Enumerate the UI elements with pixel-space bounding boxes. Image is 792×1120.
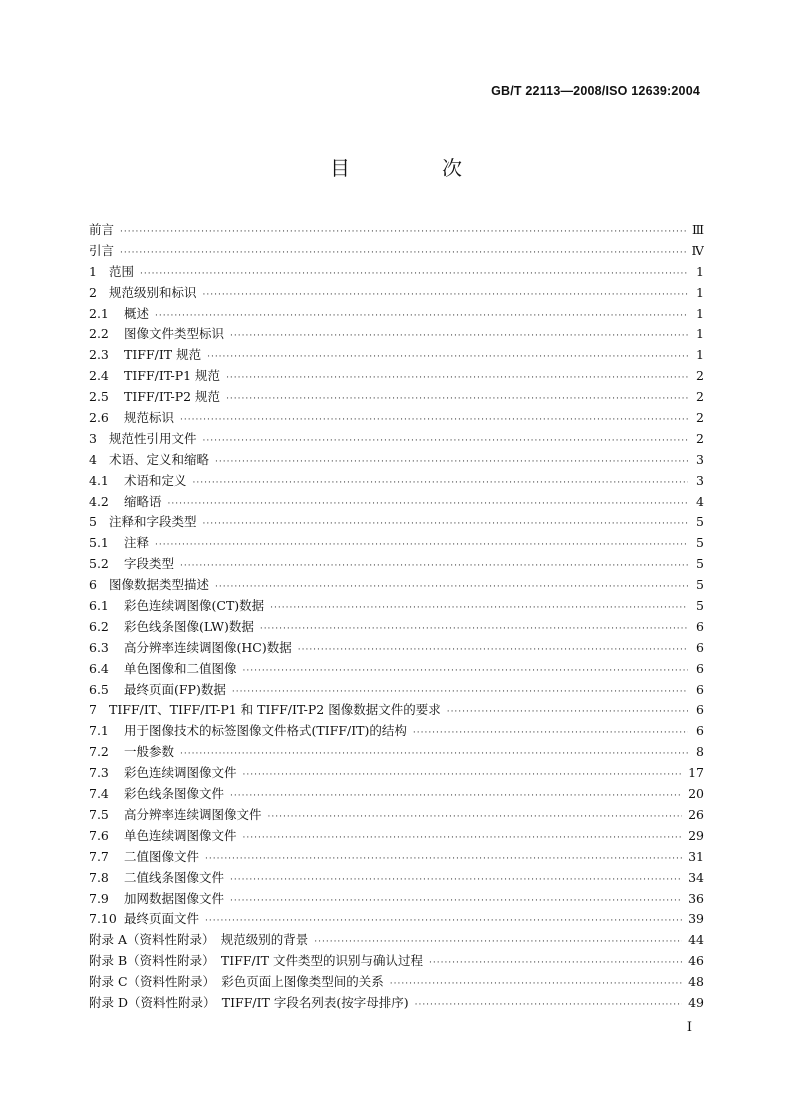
toc-entry-number: 7 [89, 702, 97, 718]
toc-entry-label: 二值图像文件 [124, 848, 200, 864]
page-title: 目 次 [330, 156, 498, 180]
toc-entry-page: 2 [696, 410, 704, 426]
toc-entry-number: 2.4 [89, 368, 109, 384]
toc-leader-dots [413, 723, 688, 742]
toc-leader-dots [260, 619, 688, 638]
toc-entry-number: 7.1 [89, 723, 109, 739]
toc-entry-label: 彩色线条图像文件 [124, 786, 225, 802]
toc-entry-label: 规范标识 [124, 410, 175, 426]
toc-entry[interactable] [89, 742, 704, 763]
toc-entry-label: TIFF/IT-P2 规范 [124, 389, 221, 405]
toc-entry-page: 44 [688, 932, 704, 948]
toc-entry[interactable] [89, 241, 704, 262]
toc-leader-dots [447, 702, 688, 721]
toc-leader-dots [140, 264, 688, 283]
toc-entry-label: 彩色连续调图像文件 [124, 765, 237, 781]
toc-entry-label: TIFF/IT 规范 [124, 347, 202, 363]
toc-entry-page: 46 [688, 953, 704, 969]
toc-entry-number: 2.2 [89, 326, 109, 342]
toc-entry-label: 规范性引用文件 [109, 430, 197, 446]
toc-entry-page: 1 [696, 347, 704, 363]
toc-entry-page: 5 [696, 535, 704, 551]
table-of-contents [89, 220, 704, 1014]
toc-entry-label: 高分辨率连续调图像文件 [124, 806, 262, 822]
toc-entry-page: 31 [688, 848, 704, 864]
toc-entry-label: 附录 A（资料性附录） 规范级别的背景 [89, 932, 309, 948]
toc-entry-label: 单色图像和二值图像 [124, 660, 237, 676]
toc-entry[interactable] [89, 596, 704, 617]
toc-entry-number: 2.5 [89, 389, 109, 405]
toc-entry-label: 范围 [109, 263, 135, 279]
toc-entry[interactable] [89, 450, 704, 471]
toc-entry-label: 图像文件类型标识 [124, 326, 225, 342]
toc-entry-label: 缩略语 [124, 493, 162, 509]
toc-entry-page: 2 [696, 430, 704, 446]
toc-entry-label: 加网数据图像文件 [124, 890, 225, 906]
toc-entry-number: 6 [89, 577, 97, 593]
toc-entry-number: 2.3 [89, 347, 109, 363]
toc-entry-page: 5 [696, 514, 704, 530]
toc-entry-label: 前言 [89, 222, 115, 237]
toc-leader-dots [230, 870, 682, 889]
toc-entry-page: 1 [696, 326, 704, 342]
toc-entry-number: 5.2 [89, 556, 109, 572]
toc-entry[interactable] [89, 700, 704, 721]
toc-leader-dots [298, 640, 688, 659]
toc-leader-dots [205, 849, 682, 868]
toc-entry-number: 7.7 [89, 848, 109, 864]
toc-entry-number: 6.1 [89, 598, 109, 614]
toc-leader-dots [230, 326, 688, 345]
toc-leader-dots [390, 974, 682, 993]
toc-entry-number: 7.4 [89, 786, 109, 802]
page-number: I [686, 1020, 692, 1035]
toc-entry-page: 26 [688, 806, 704, 822]
toc-entry[interactable] [89, 262, 704, 283]
toc-leader-dots [203, 285, 688, 304]
toc-entry-label: 注释和字段类型 [109, 514, 197, 530]
toc-leader-dots [243, 828, 683, 847]
toc-entry[interactable] [89, 471, 704, 492]
toc-entry-number: 4.2 [89, 493, 109, 509]
toc-entry-label: 术语、定义和缩略 [109, 451, 210, 467]
toc-leader-dots [155, 306, 688, 325]
toc-entry[interactable] [89, 512, 704, 533]
toc-leader-dots [268, 807, 683, 826]
toc-leader-dots [230, 891, 682, 910]
toc-entry-number: 6.3 [89, 639, 109, 655]
toc-entry-label: 附录 B（资料性附录） TIFF/IT 文件类型的识别与确认过程 [89, 953, 423, 969]
toc-leader-dots [270, 598, 688, 617]
toc-entry-label: 附录 D（资料性附录） TIFF/IT 字段名列表(按字母排序) [89, 994, 409, 1010]
toc-entry[interactable] [89, 220, 704, 241]
toc-leader-dots [232, 682, 688, 701]
toc-entry-label: 注释 [124, 535, 150, 551]
toc-entry-number: 5 [89, 514, 97, 530]
toc-leader-dots [180, 410, 688, 429]
toc-entry-label: 二值线条图像文件 [124, 869, 225, 885]
toc-entry-page: 34 [688, 869, 704, 885]
toc-entry-page: 2 [696, 368, 704, 384]
toc-entry-page: 1 [696, 263, 704, 279]
toc-leader-dots [193, 473, 688, 492]
toc-entry[interactable] [89, 575, 704, 596]
toc-leader-dots [155, 535, 688, 554]
toc-entry-page: 4 [696, 493, 704, 509]
toc-entry-page: 36 [688, 890, 704, 906]
toc-entry[interactable] [89, 638, 704, 659]
toc-entry-page: 17 [688, 765, 704, 781]
toc-leader-dots [168, 494, 688, 513]
toc-entry-number: 7.5 [89, 806, 109, 822]
toc-entry[interactable] [89, 951, 704, 972]
toc-entry-label: 最终页面(FP)数据 [124, 681, 226, 697]
toc-entry-page: 5 [696, 556, 704, 572]
toc-entry[interactable] [89, 784, 704, 805]
toc-entry-page: 3 [696, 472, 704, 488]
toc-leader-dots [415, 995, 683, 1014]
toc-entry-number: 7.3 [89, 765, 109, 781]
toc-entry-number: 2.6 [89, 410, 109, 426]
toc-entry-page: 20 [688, 786, 704, 802]
toc-entry-page: 6 [696, 702, 704, 718]
toc-entry-number: 4.1 [89, 472, 109, 488]
toc-entry[interactable] [89, 429, 704, 450]
toc-entry-number: 7.2 [89, 744, 109, 760]
toc-entry-label: TIFF/IT-P1 规范 [124, 368, 221, 384]
toc-leader-dots [230, 786, 682, 805]
toc-entry-number: 6.4 [89, 660, 109, 676]
toc-leader-dots [203, 514, 688, 533]
toc-entry[interactable] [89, 993, 704, 1014]
toc-entry[interactable] [89, 533, 704, 554]
toc-leader-dots [243, 765, 683, 784]
toc-leader-dots [226, 368, 688, 387]
toc-entry[interactable] [89, 889, 704, 910]
toc-entry-page: 2 [696, 389, 704, 405]
toc-leader-dots [243, 661, 688, 680]
toc-entry[interactable] [89, 826, 704, 847]
toc-entry-number: 7.6 [89, 827, 109, 843]
toc-entry-label: 附录 C（资料性附录） 彩色页面上图像类型间的关系 [89, 974, 384, 990]
toc-entry-label: 最终页面文件 [124, 911, 200, 927]
toc-entry[interactable] [89, 805, 704, 826]
toc-leader-dots [429, 953, 682, 972]
toc-leader-dots [120, 222, 686, 241]
toc-entry-page: 5 [696, 577, 704, 593]
toc-entry-label: TIFF/IT、TIFF/IT-P1 和 TIFF/IT-P2 图像数据文件的要求 [109, 702, 441, 718]
toc-entry-number: 5.1 [89, 535, 109, 551]
toc-entry[interactable] [89, 909, 704, 930]
toc-entry[interactable] [89, 366, 704, 387]
toc-entry[interactable] [89, 617, 704, 638]
toc-entry[interactable] [89, 868, 704, 889]
toc-entry-page: 1 [696, 284, 704, 300]
toc-leader-dots [180, 556, 688, 575]
toc-entry-page: 3 [696, 451, 704, 467]
toc-entry-label: 彩色连续调图像(CT)数据 [124, 598, 265, 614]
toc-entry[interactable] [89, 930, 704, 951]
toc-leader-dots [180, 744, 688, 763]
toc-entry[interactable] [89, 554, 704, 575]
toc-entry-page: Ⅲ [691, 222, 704, 237]
toc-entry-page: 8 [696, 744, 704, 760]
toc-entry-label: 单色连续调图像文件 [124, 827, 237, 843]
toc-entry-page: 6 [696, 681, 704, 697]
toc-entry-label: 图像数据类型描述 [109, 577, 210, 593]
toc-entry[interactable] [89, 324, 704, 345]
toc-entry[interactable] [89, 659, 704, 680]
toc-entry-page: 39 [688, 911, 704, 927]
toc-entry[interactable] [89, 304, 704, 325]
toc-leader-dots [215, 452, 688, 471]
toc-entry[interactable] [89, 763, 704, 784]
toc-entry[interactable] [89, 283, 704, 304]
toc-entry-page: 49 [688, 994, 704, 1010]
toc-entry-page: 1 [696, 305, 704, 321]
toc-entry-label: 用于图像技术的标签图像文件格式(TIFF/IT)的结构 [124, 723, 407, 739]
toc-leader-dots [215, 577, 688, 596]
toc-entry-page: 48 [688, 974, 704, 990]
toc-entry-page: 5 [696, 598, 704, 614]
toc-entry-number: 3 [89, 430, 97, 446]
toc-entry-label: 彩色线条图像(LW)数据 [124, 618, 254, 634]
toc-entry-page: 29 [688, 827, 704, 843]
toc-entry[interactable] [89, 408, 704, 429]
toc-entry-page: Ⅳ [691, 242, 704, 258]
toc-entry-label: 概述 [124, 305, 150, 321]
toc-entry-number: 2 [89, 284, 97, 300]
toc-entry-label: 字段类型 [124, 556, 175, 572]
toc-entry-label: 一般参数 [124, 744, 175, 760]
toc-entry-page: 6 [696, 660, 704, 676]
toc-entry[interactable] [89, 345, 704, 366]
toc-entry[interactable] [89, 492, 704, 513]
toc-leader-dots [207, 347, 688, 366]
toc-leader-dots [226, 389, 688, 408]
toc-leader-dots [205, 911, 682, 930]
toc-entry-number: 1 [89, 263, 97, 279]
toc-entry-page: 6 [696, 618, 704, 634]
toc-entry[interactable] [89, 387, 704, 408]
toc-entry-number: 6.2 [89, 618, 109, 634]
toc-entry-label: 高分辨率连续调图像(HC)数据 [124, 639, 292, 655]
toc-entry[interactable] [89, 680, 704, 701]
toc-leader-dots [120, 243, 685, 262]
toc-entry-label: 规范级别和标识 [109, 284, 197, 300]
toc-leader-dots [314, 932, 682, 951]
standard-code: GB/T 22113—2008/ISO 12639:2004 [491, 84, 700, 98]
toc-leader-dots [203, 431, 688, 450]
toc-entry-number: 7.9 [89, 890, 109, 906]
toc-entry[interactable] [89, 847, 704, 868]
toc-entry-number: 7.8 [89, 869, 109, 885]
toc-entry[interactable] [89, 972, 704, 993]
toc-entry-label: 引言 [89, 242, 115, 258]
toc-entry-number: 2.1 [89, 305, 109, 321]
toc-entry-number: 4 [89, 451, 97, 467]
toc-entry-page: 6 [696, 639, 704, 655]
toc-entry-label: 术语和定义 [124, 472, 187, 488]
toc-entry-page: 6 [696, 723, 704, 739]
toc-entry[interactable] [89, 721, 704, 742]
toc-entry-number: 6.5 [89, 681, 109, 697]
toc-entry-number: 7.10 [89, 911, 117, 927]
